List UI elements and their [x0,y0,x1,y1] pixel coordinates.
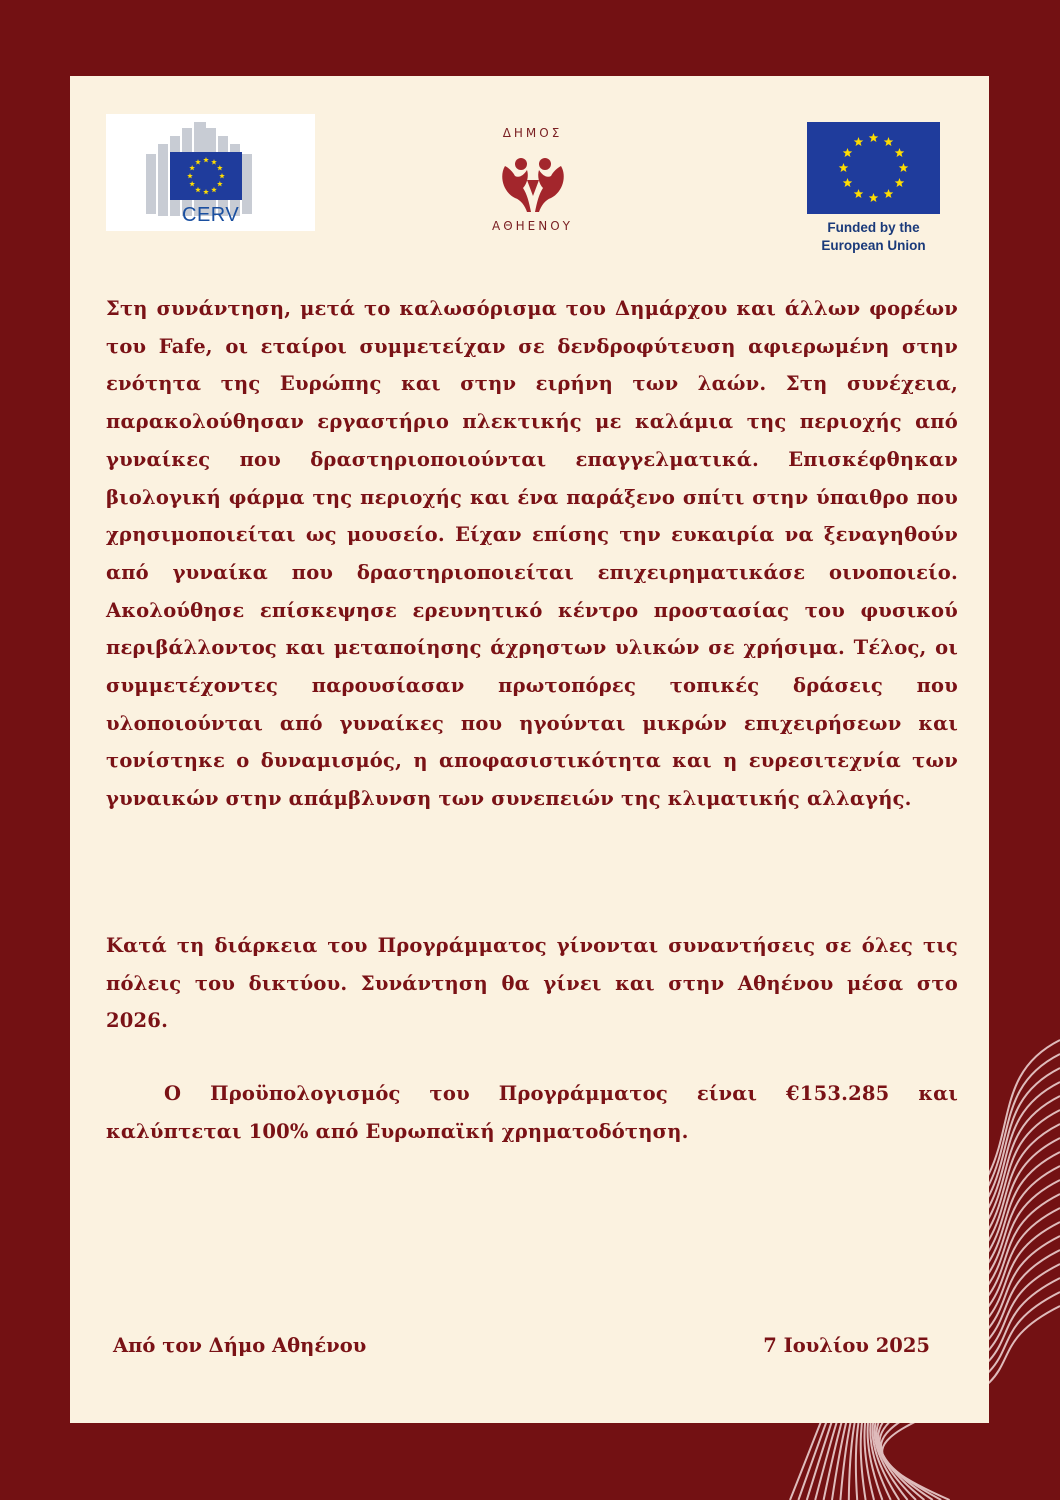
cerv-logo [106,114,315,231]
eu-caption-line1: Funded by the [827,220,920,235]
date: 7 Ιουλίου 2025 [763,1334,930,1357]
body-paragraph-3: Ο Προϋπολογισμός του Προγράμματος είναι €153.285 και καλύπτεται 100% από Ευρωπαϊκή χρηματοδότηση. [106,1082,958,1143]
municipality-logo [475,126,590,246]
eu-flag-icon [807,122,940,214]
municipality-logo-top-text: ΔΗΜΟΣ [502,126,563,140]
municipality-logo-bottom-text: ΑΘΗΕΝΟΥ [491,219,573,233]
body-paragraph-1: Στη συνάντηση, μετά το καλωσόρισμα του Δημάρχου και άλλων φορέων του Fafe, οι εταίροι συμμετείχαν σε δενδροφύτευση αφιερωμένη στην ενότητα της Ευρώπης και στην ειρήνη των λαών. Στη συνέχεια, παρακολούθησαν εργαστήριο πλεκτικής με καλάμια της περιοχής από γυναίκες που δραστηριοποιούνται επαγγελματικά. Επισκέφθηκαν βιολογική φάρμα της περιοχής και ένα παράξενο σπίτι στην ύπαιθρο που χρησιμοποιείται ως μουσείο. Είχαν επίσης την ευκαιρία να ξεναγηθούν από γυναίκα που δραστηριοποιείται επιχειρηματικάσε οινοποιείο. Ακολούθησε επίσκεψησε ερευνητικό κέντρο προστασίας του φυσικού περιβάλλοντος και μεταποίησης άχρηστων υλικών σε χρήσιμα. Τέλος, οι συμμετέχοντες παρουσίασαν πρωτοπόρες τοπικές δράσεις που υλοποιούνται από γυναίκες που ηγούνται μικρών επιχειρήσεων και τονίστηκε ο δυναμισμός, η αποφασιστικότητα και η ευρεσιτεχνία των γυναικών στην απάμβλυνση των συνεπειών της κλιματικής αλλαγής. [106,297,958,811]
eu-funding-caption [807,219,940,255]
signature: Από τον Δήμο Αθηένου [113,1334,367,1357]
eu-caption-line2: European Union [821,238,926,253]
griffins-emblem-icon [497,146,569,218]
body-paragraph-2: Κατά τη διάρκεια του Προγράμματος γίνονται συναντήσεις σε όλες τις πόλεις του δικτύου. Συνάντηση θα γίνει και στην Αθηένου μέσα στο 2026. [106,934,958,1033]
letter-page [70,76,989,1423]
cerv-label: CERV [182,204,240,226]
eu-funding-logo [807,122,940,262]
